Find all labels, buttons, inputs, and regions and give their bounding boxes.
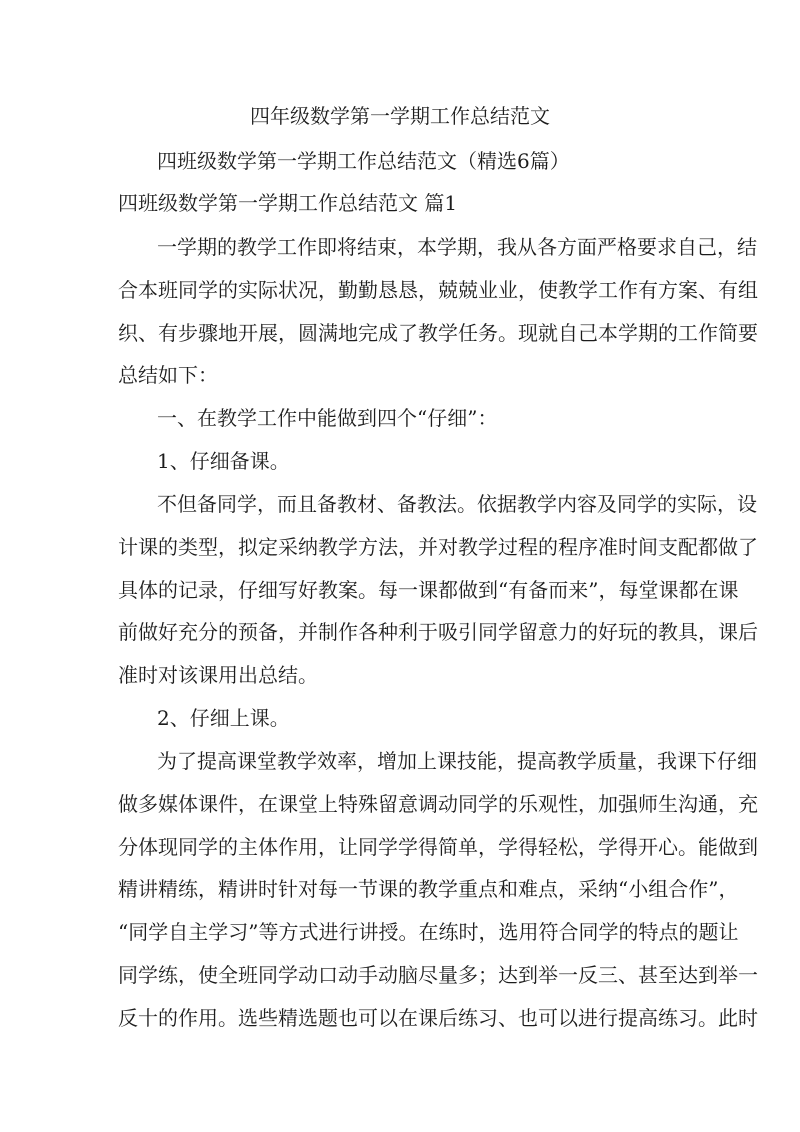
paragraph-line: 计课的类型，拟定采纳教学方法，并对教学过程的程序准时间支配都做了	[118, 535, 758, 559]
paragraph-line: 合本班同学的实际状况，勤勤恳恳，兢兢业业，使教学工作有方案、有组	[118, 278, 758, 302]
paragraph-line: 做多媒体课件，在课堂上特殊留意调动同学的乐观性，加强师生沟通，充	[118, 792, 758, 816]
section-point: 一、在教学工作中能做到四个“仔细”：	[157, 406, 498, 430]
paragraph-line: 总结如下：	[118, 363, 218, 387]
paragraph-line: “同学自主学习”等方式进行讲授。在练时，选用符合同学的特点的题让	[118, 920, 739, 944]
section-heading: 四班级数学第一学期工作总结范文 篇1	[118, 191, 458, 215]
paragraph-line: 为了提高课堂教学效率，增加上课技能，提高教学质量，我课下仔细	[157, 749, 757, 773]
paragraph-line: 具体的记录，仔细写好教案。每一课都做到“有备而来”，每堂课都在课	[118, 578, 739, 602]
subsection-heading: 1、仔细备课。	[157, 449, 290, 473]
paragraph-line: 分体现同学的主体作用，让同学学得简单，学得轻松，学得开心。能做到	[118, 835, 758, 859]
paragraph-line: 精讲精练，精讲时针对每一节课的教学重点和难点，采纳“小组合作”，	[118, 877, 739, 901]
subsection-heading: 2、仔细上课。	[157, 706, 290, 730]
paragraph-line: 织、有步骤地开展，圆满地完成了教学任务。现就自己本学期的工作简要	[118, 321, 758, 345]
paragraph-line: 一学期的教学工作即将结束，本学期，我从各方面严格要求自己，结	[157, 235, 757, 259]
paragraph-line: 同学练，使全班同学动口动手动脑尽量多；达到举一反三、甚至达到举一	[118, 963, 758, 987]
paragraph-line: 不但备同学，而且备教材、备教法。依据教学内容及同学的实际，设	[157, 492, 757, 516]
document-subtitle: 四班级数学第一学期工作总结范文（精选6篇）	[157, 149, 570, 173]
document-title: 四年级数学第一学期工作总结范文	[250, 104, 550, 128]
paragraph-line: 反十的作用。选些精选题也可以在课后练习、也可以进行提高练习。此时	[118, 1006, 758, 1030]
paragraph-line: 准时对该课用出总结。	[118, 663, 318, 687]
paragraph-line: 前做好充分的预备，并制作各种利于吸引同学留意力的好玩的教具，课后	[118, 620, 758, 644]
